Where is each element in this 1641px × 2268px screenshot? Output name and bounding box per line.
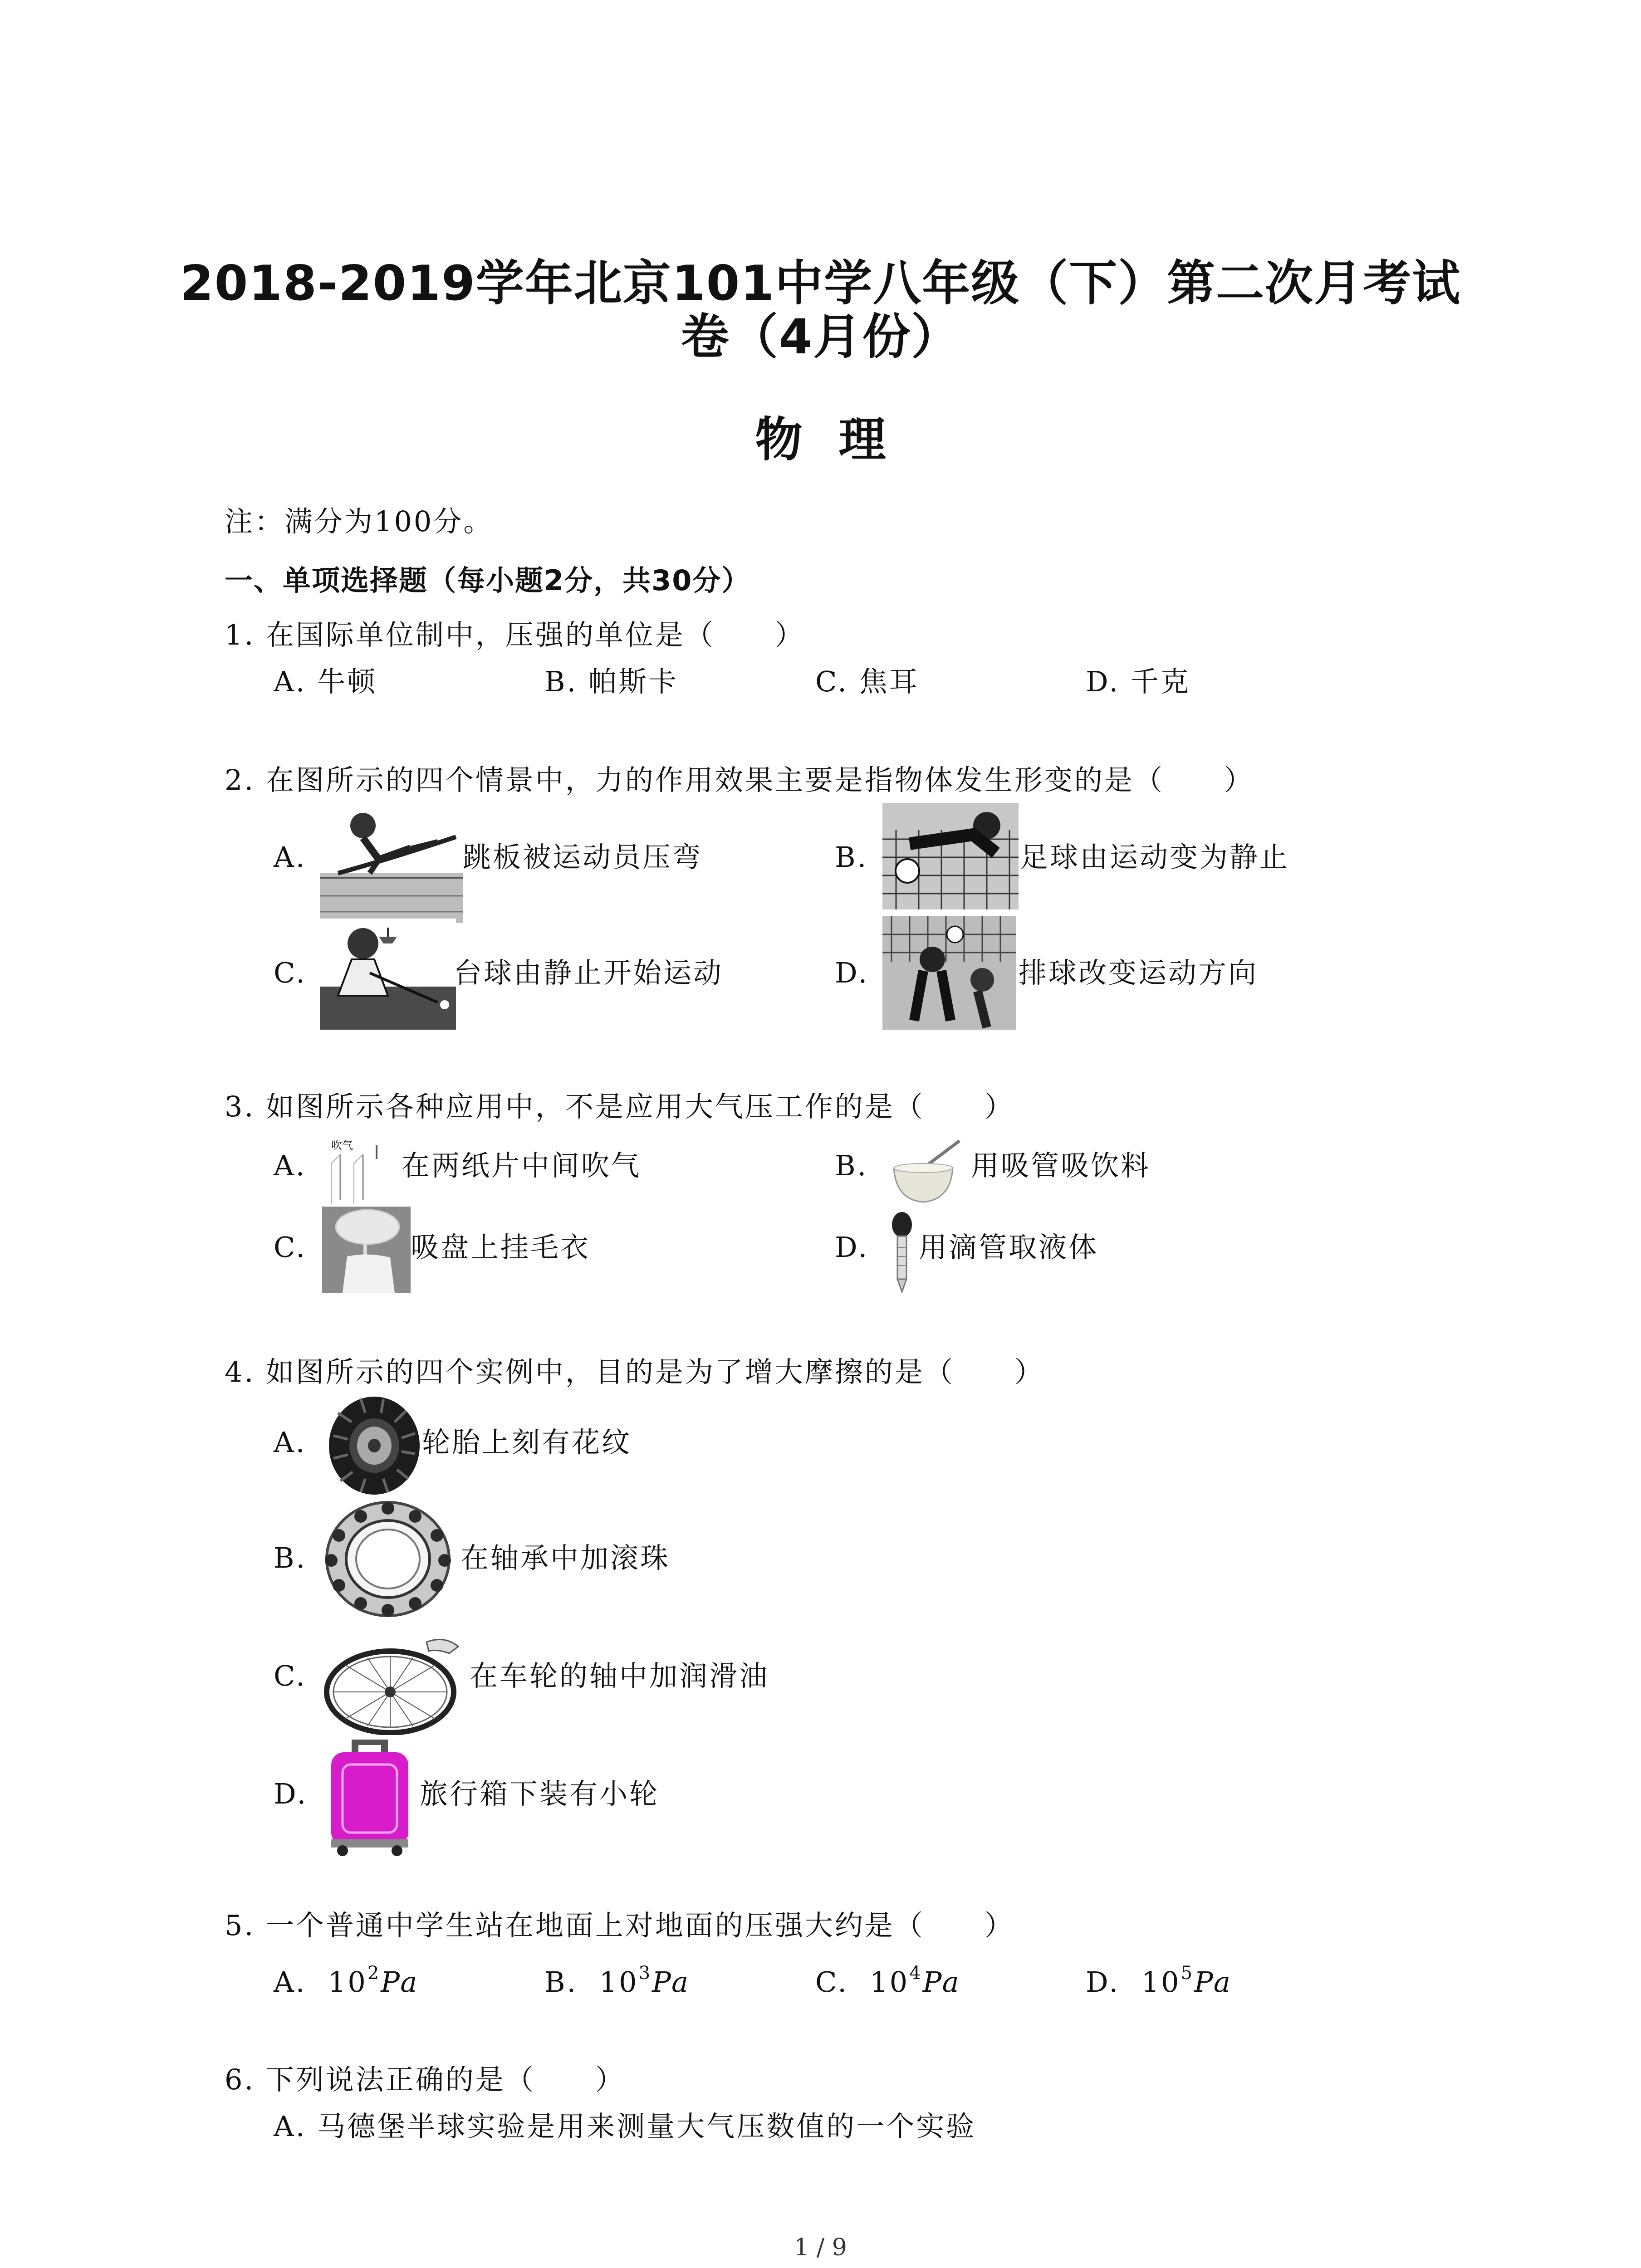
section-1-heading: 一、单项选择题（每小题2分，共30分） bbox=[225, 564, 751, 597]
q5-option-c-exp: 4 bbox=[909, 1963, 923, 1984]
q2-stem: 2. 在图所示的四个情景中，力的作用效果主要是指物体发生形变的是（ ） bbox=[225, 763, 1254, 797]
q5-option-c-label: C. bbox=[815, 1965, 848, 1999]
q2-option-d-label: D. bbox=[835, 956, 869, 989]
q2-option-b-label: B. bbox=[835, 841, 868, 874]
q4-option-b-text: 在轴承中加滚珠 bbox=[460, 1541, 671, 1574]
q5-option-c bbox=[815, 1964, 961, 2000]
q3-option-a-label: A. bbox=[274, 1149, 307, 1182]
q2-option-d-text: 排球改变运动方向 bbox=[1019, 956, 1259, 989]
q3-option-b-label: B. bbox=[835, 1149, 868, 1182]
q5-option-b-label: B. bbox=[544, 1965, 578, 1999]
q5-option-d-exp: 5 bbox=[1181, 1963, 1194, 1984]
q3-option-b-text: 用吸管吸饮料 bbox=[971, 1149, 1151, 1182]
q5-option-d-label: D. bbox=[1086, 1965, 1120, 1999]
subject-title: 物理 bbox=[755, 412, 922, 467]
q5-option-c-base: 10 bbox=[870, 1965, 910, 1999]
q2-option-a-text: 跳板被运动员压弯 bbox=[463, 841, 703, 874]
q4-option-b-label: B. bbox=[274, 1541, 307, 1574]
q2-option-a-label: A. bbox=[274, 841, 307, 874]
q3-option-c-text: 吸盘上挂毛衣 bbox=[411, 1231, 591, 1264]
q5-option-c-unit: Pa bbox=[922, 1965, 961, 1999]
q5-option-b-base: 10 bbox=[599, 1965, 639, 1999]
q2-option-c-label: C. bbox=[274, 956, 307, 989]
q4-option-d-text: 旅行箱下装有小轮 bbox=[420, 1777, 660, 1810]
bicycle-wheel-image bbox=[322, 1628, 467, 1737]
q3-option-c-label: C. bbox=[274, 1231, 307, 1264]
q1-option-d: D. 千克 bbox=[1086, 665, 1190, 698]
blow-label: 吹气 bbox=[331, 1139, 353, 1152]
q5-option-d-base: 10 bbox=[1141, 1965, 1181, 1999]
q3-stem: 3. 如图所示各种应用中，不是应用大气压工作的是（ ） bbox=[225, 1090, 1014, 1123]
diving-board-image bbox=[320, 805, 463, 923]
q5-option-b-unit: Pa bbox=[652, 1965, 690, 1999]
q4-stem: 4. 如图所示的四个实例中，目的是为了增大摩擦的是（ ） bbox=[225, 1355, 1044, 1388]
q1-stem: 1. 在国际单位制中，压强的单位是（ ） bbox=[225, 618, 805, 651]
q5-option-b-exp: 3 bbox=[638, 1963, 652, 1984]
q5-option-a-base: 10 bbox=[328, 1965, 367, 1999]
drinking-straw-image bbox=[887, 1136, 969, 1204]
billiards-image bbox=[320, 919, 456, 1030]
q5-option-a-label: A. bbox=[274, 1965, 307, 1999]
q6-option-a: A. 马德堡半球实验是用来测量大气压数值的一个实验 bbox=[274, 2110, 976, 2143]
q1-option-a: A. 牛顿 bbox=[274, 665, 377, 698]
q4-option-c-label: C. bbox=[274, 1659, 307, 1692]
q4-option-d-label: D. bbox=[274, 1777, 308, 1810]
q3-option-d-text: 用滴管取液体 bbox=[919, 1231, 1099, 1264]
suitcase-image bbox=[324, 1735, 415, 1857]
q5-option-d-unit: Pa bbox=[1194, 1965, 1232, 1999]
q4-option-a-text: 轮胎上刻有花纹 bbox=[422, 1426, 632, 1459]
q4-option-a-label: A. bbox=[274, 1426, 307, 1459]
q3-option-d-label: D. bbox=[835, 1231, 869, 1264]
suction-cup-image bbox=[322, 1207, 411, 1293]
q5-option-d bbox=[1086, 1964, 1232, 2000]
q6-stem: 6. 下列说法正确的是（ ） bbox=[225, 2063, 625, 2096]
title-line-1: 2018-2019学年北京101中学八年级（下）第二次月考试 bbox=[180, 255, 1461, 311]
bearing-image bbox=[320, 1499, 458, 1619]
q1-option-b: B. 帕斯卡 bbox=[544, 665, 678, 698]
page-number: 1 / 9 bbox=[794, 2234, 847, 2261]
soccer-goalkeeper-image bbox=[882, 803, 1019, 909]
q5-stem: 5. 一个普通中学生站在地面上对地面的压强大约是（ ） bbox=[225, 1909, 1014, 1942]
q5-option-b bbox=[544, 1964, 690, 2000]
q3-option-a-text: 在两纸片中间吹气 bbox=[402, 1149, 642, 1182]
paper-blowing-image bbox=[327, 1136, 399, 1204]
q1-option-c: C. 焦耳 bbox=[815, 665, 919, 698]
q5-option-a-exp: 2 bbox=[367, 1963, 381, 1984]
q5-option-a-unit: Pa bbox=[381, 1965, 419, 1999]
title-line-2: 卷（4月份） bbox=[681, 309, 960, 365]
q2-option-b-text: 足球由运动变为静止 bbox=[1020, 841, 1290, 874]
tire-image bbox=[320, 1395, 422, 1497]
volleyball-image bbox=[882, 916, 1016, 1030]
score-note: 注：满分为100分。 bbox=[225, 505, 494, 538]
q2-option-c-text: 台球由静止开始运动 bbox=[454, 956, 724, 989]
dropper-image bbox=[888, 1211, 916, 1293]
q4-option-c-text: 在车轮的轴中加润滑油 bbox=[470, 1659, 769, 1692]
q5-option-a bbox=[274, 1964, 419, 2000]
